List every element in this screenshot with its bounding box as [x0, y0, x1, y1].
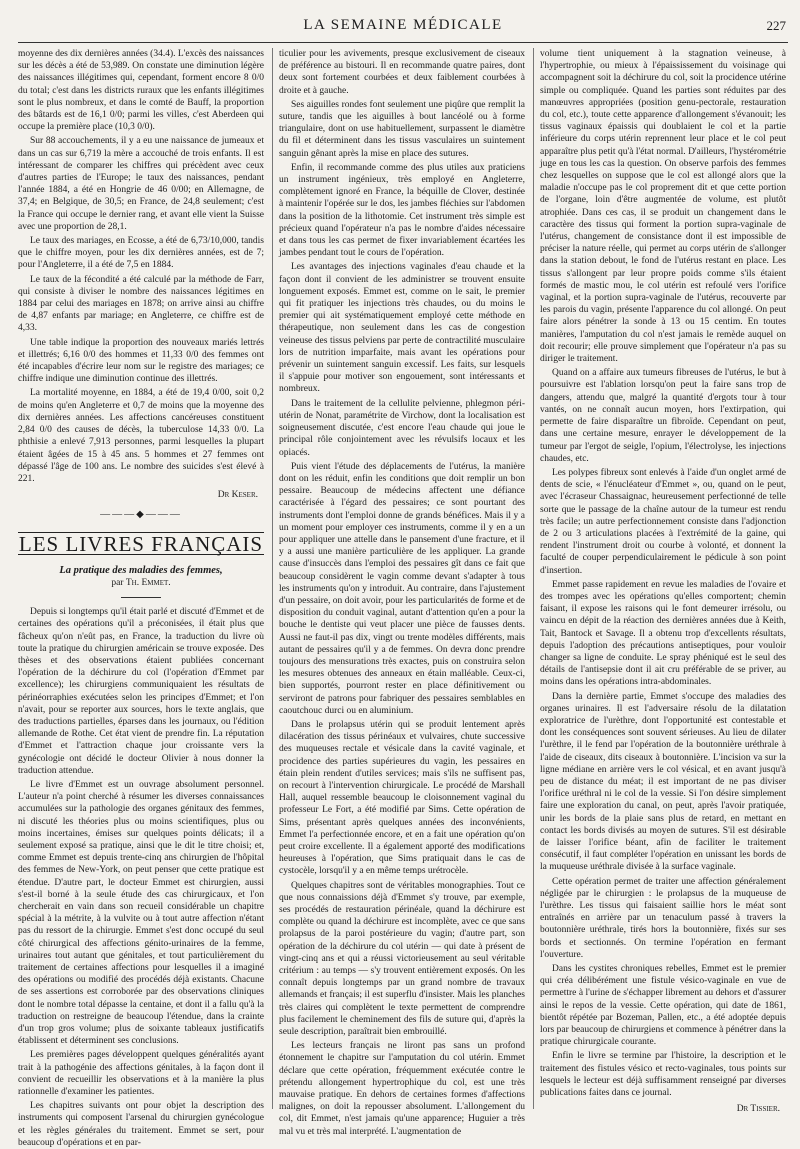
paragraph: Quelques chapitres sont de véritables monographies. Tout ce que nous connaissions déjà d'Emmet s'y trouve, par exemple, ses procédés de restauration périnéale, quand la déchirure est complète ou quand la déchirure est incomplète, avec ce que sans prolapsus de la paroi postérieure du vagin; d'autre part, son opération de la déchirure du col utérin — qui date à présent de vingt-cinq ans et qui a réussi victorieusement au seul véritable critérium : au temps — s'y trouvent entièrement exposés. On les connaît depuis longtemps par un grand nombre de travaux allemands et français; il est superflu d'insister. Mais les planches très claires qui complètent le texte permettent de comprendre plus facilement le cheminement des fils de suture qui, d'après la seule description, paraîtrait bien embrouillé. — [279, 880, 525, 1038]
paragraph: Ses aiguilles rondes font seulement une piqûre que remplit la suture, tandis que les aiguilles à bout lancéolé ou à forme triangulaire, dont on use habituellement, surpassent le diamètre du fil et déterminent dans les tissus vasculaires un suintement sanguin gênant après la mise en place des sutures. — [279, 99, 525, 159]
article-signature: Dr Keser. — [217, 490, 258, 501]
article-signature: Dr Tissier. — [736, 1104, 780, 1115]
paragraph: Les lecteurs français ne liront pas sans un profond étonnement le chapitre sur l'amputation du col utérin. Emmet déclare que cette opération, fréquemment exécutée contre le prétendu allongement hypertrophique du col, est une très mauvaise pratique. En dehors de certaines formes d'affections malignes, on doit la repousser absolument. L'allongement du col, dit Emmet, n'est jamais qu'une apparence; Huguier a très mal vu et très mal interprété. L'augmentation de — [279, 1041, 525, 1137]
paragraph: moyenne des dix dernières années (34.4). L'excès des naissances sur les décès a été de 53,989. On constate une diminution légère des naissances illégitimes qui, cependant, forment encore 8 0/0 du total; c'est dans les districts ruraux que les enfants illégitimes sont le plus nombreux, et dans le comté de Bauff, la proportion des bâtards est de 16,1 0/0; parmi les villes, c'est Aberdeen qui occupe la première place (10,3 0/0). — [18, 49, 264, 133]
paragraph: Depuis si longtemps qu'il était parlé et discuté d'Emmet et de certaines des opérations qu'il a préconisées, il était plus que fâcheux qu'on n'eût pas, en France, la traduction du livre où toute la pratique du chirurgien américain se trouve exposée. Des thèses et des observations étaient publiées concernant l'opération de la déchirure du col (l'opération d'Emmet par excellence); les chirurgiens communiquaient les résultats de périnéorraphies exécutées selon les principes d'Emmet; et l'on n'avait, pour se reporter aux sources, hors le texte anglais, que des traductions partielles, éparses dans les journaux, ou l'édition allemande de Rothe. Cet état vient de prendre fin. La réputation d'Emmet et l'attraction chaque jour croissante vers la gynécologie ont décidé le docteur Olivier à nous donner la traduction attendue. — [18, 607, 264, 776]
column-3 — [540, 48, 786, 1115]
column-divider — [272, 48, 273, 1109]
paragraph: Les premières pages développent quelques généralités ayant trait à la pathogénie des affections génitales, à la façon dont il convient de recueillir les observations et à la manière la plus rationnelle d'examiner les patientes. — [18, 1050, 264, 1098]
page-number: 227 — [766, 18, 786, 33]
divider — [121, 597, 161, 598]
paragraph: Les chapitres suivants ont pour objet la description des instruments qui composent l'arsenal du chirurgien gynécologue et les règles générales du traitement. Emmet se sert, pour beaucoup d'opérations et en par- — [18, 1101, 264, 1148]
paragraph: ticulier pour les avivements, presque exclusivement de ciseaux de préférence au bistouri. Il en recommande quatre paires, dont deux sont fortement courbées et deux faiblement courbées à droite et à gauche. — [279, 49, 525, 96]
journal-title: LA SEMAINE MÉDICALE — [303, 17, 503, 33]
journal-page — [18, 14, 788, 1148]
section-heading: LES LIVRES FRANÇAIS — [18, 531, 264, 556]
paragraph: La mortalité moyenne, en 1884, a été de 19,4 0/00, soit 0,2 de moins qu'en Angleterre et 0,7 de moins que la moyenne des dix dernières années. Les affections cancéreuses constituent 2,84 0/0 des causes de décès, la tuberculose 14,33 0/0. La phthisie a enlevé 7,913 personnes, parmi lesquelles la plupart étaient âgées de 15 à 45 ans. 5 hommes et 27 femmes ont dépassé l'âge de 100 ans. Le nombre des suicides s'est élevé à 221. — [18, 388, 264, 484]
page-header — [18, 14, 788, 43]
paragraph: Les avantages des injections vaginales d'eau chaude et la façon dont il convient de les administrer se trouvent ensuite longuement exposés. Emmet est, comme on le sait, le premier qui fit pratiquer les injections très chaudes, ou du moins le premier qui ait systématiquement employé cette méthode en thérapeutique, non seulement dans les cas de congestion veineuse des tissus pelviens par perte de contractilité musculaire lors de nutrition imparfaite, mais avant les opérations pour prévenir un suintement sanguin excessif. Les faits, sur lesquels il s'appuie pour motiver son engouement, sont intéressants et nombreux. — [279, 262, 525, 395]
paragraph: Puis vient l'étude des déplacements de l'utérus, la manière dont on les réduit, enfin les conditions que doit remplir un bon pessaire. Beaucoup de médecins affectent une défiance caractérisée à l'égard des pessaires; ce sont pourtant des instruments dont l'emploi donne de grands bénéfices. Mais il y a un moment pour employer ces instruments, comme il y en a un pour appliquer une attelle dans le pansement d'une fracture, et il y a aussi une manière particulière de les appliquer. La grande cause d'insuccès dans l'emploi des pessaires gît dans ce fait que beaucoup considèrent le vagin comme devant s'adapter à tous les instruments qu'on y introduit. Au contraire, dans l'ajustement d'un pessaire, on doit avoir, pour les particularités de forme et de disposition du conduit vaginal, autant d'attention qu'en a pour la bouche le dentiste qui veut placer une pièce de fausses dents. Aussi ne faut-il pas dix, vingt ou trente modèles différents, mais autant de pessaires qu'il y a de femmes. On devra donc prendre toujours des mensurations très exactes, puis on construira selon les mesures obtenues des anneaux en étain malléable. Ceux-ci, bien supportés, pourront rester en place définitivement ou serviront de patrons pour fabriquer des pessaires semblables en caoutchouc durci ou en aluminium. — [279, 461, 525, 716]
column-2 — [279, 48, 525, 1137]
column-divider — [533, 48, 534, 1109]
paragraph: Dans les cystites chroniques rebelles, Emmet est le premier qui créa délibérément une fistule vésico-vaginale en vue de permettre à l'urine de s'échapper librement au dehors et d'assurer ainsi le repos de la vessie. Cette opération, qui date de 1861, bientôt répétée par Bozeman, Pallen, etc., a été adoptée depuis lors par beaucoup de chirurgiens et commence à pénétrer dans la pratique chirurgicale courante. — [540, 964, 786, 1048]
paragraph: Les polypes fibreux sont enlevés à l'aide d'un onglet armé de dents de scie, « l'énucléateur d'Emmet », ou, quand on le peut, avec l'écraseur Chassaignac, heureusement perfectionné de telle sorte que le passage de la chaîne autour de la tumeur est rendu très facile; un autre perfectionnement consiste dans l'adjonction de 2 ou 3 articulations placées à l'extrémité de la gaine, qui rendent l'instrument droit ou courbe à volonté, et donnent la faculté de couper perpendiculairement le pédicule à son point d'insertion. — [540, 467, 786, 576]
paragraph: Dans le prolapsus utérin qui se produit lentement après dilacération des tissus périnéaux et vulvaires, chute successive des muqueuses rectale et vésicale dans la cavité vaginale, et procidence des parties supérieures du vagin, les pessaires en étain plein rendent d'utiles services; mais s'ils ne suffisent pas, on recourt à l'intervention chirurgicale. Le procédé de Marshall Hall, auquel ressemble beaucoup le cloisonnement vaginal du professeur Le Fort, a été modifié par Sims. Cette opération de Sims, présentant après quelques années des inconvénients, Emmet l'a perfectionnée encore, et en a fait une opération qu'on peut croire excellente. Il a également apporté des modifications heureuses à l'opération, que Sims pratiquait dans le cas de cystocèle, lorsqu'il y a en même temps urétrocèle. — [279, 719, 525, 877]
paragraph: Dans la dernière partie, Emmet s'occupe des maladies des organes urinaires. Il est l'adversaire résolu de la dilatation exploratrice de l'urèthre, dont l'opportunité est contestable et dont les conséquences sont souvent sérieuses. Au lieu de dilater l'urèthre, il le fend par l'opération de la boutonnière uréthrale à l'aide de ciseaux, dits ciseaux à boutonnière. L'incision va sur la ligne médiane en arrière vers le col vésical, et en avant jusqu'à peu de distance du méat; il est important de ne pas diviser l'orifice uréthral ni le col de la vessie. Si l'on désire simplement faire une exploration du canal, on peut, après l'avoir pratiquée, unir les bords de la plaie sans plus de retard, en mettant en contact les bords divisés au moyen de sutures. S'il est désirable de laisser l'orifice béant, afin de faciliter le traitement consécutif, il faut compléter l'opération en unissant les bords de la muqueuse uréthrale divisée à la surface vaginale. — [540, 691, 786, 873]
paragraph: Enfin, il recommande comme des plus utiles aux praticiens un instrument ingénieux, très employé en Angleterre, complètement ignoré en France, la béquille de Clover, destinée à maintenir l'opérée sur le dos, les jambes fléchies sur l'abdomen dans la position de la lithotomie. Cet instrument très simple est précieux quand l'opérateur n'a pas le nombre d'aides nécessaire et dans tous les cas permet de fixer invariablement écartées les jambes pendant tout le cours de l'opération. — [279, 162, 525, 259]
book-author — [18, 577, 264, 589]
paragraph: Le taux des mariages, en Ecosse, a été de 6,73/10,000, tandis que le chiffre moyen, pour les dix dernières années, est de 7; pour l'Angleterre, il a été de 7,5 en 1884. — [18, 236, 264, 271]
author-prefix: par — [111, 577, 124, 588]
book-title: La pratique des maladies des femmes, — [59, 564, 223, 576]
column-1 — [18, 48, 264, 1148]
paragraph: Emmet passe rapidement en revue les maladies de l'ovaire et des trompes avec les opérations qu'elles comportent; chemin faisant, il expose les raisons qui le font demeurer irrésolu, ou vaincu en dépit de la réaction des dernières années due à Keith, Tait, Bantock et Savage. Il a obtenu trop d'excellents résultats, depuis l'adoption des précautions antiseptiques, pour vouloir changer sa ligne de conduite. Le spray phéniqué est le seul des détails de l'antisepsie dont il ait cru préférable de se priver, au moins dans les opérations intra-abdominales. — [540, 579, 786, 688]
section-ornament: ———◆——— — [100, 509, 182, 521]
paragraph: Sur 88 accouchements, il y a eu une naissance de jumeaux et dans un cas sur 6,719 la mère a accouché de trois enfants. Il est intéressant de comparer les chiffres qui précèdent avec ceux d'autres parties de l'Europe; le taux des naissances, pendant l'année 1884, a été en Hongrie de 46 0/00; en Allemagne, de 37,4; en Belgique, de 30,5; en France, de 24,8 seulement; c'est la France qui occupe le dernier rang, et avant elle vient la Suisse avec une proportion de 28,1. — [18, 136, 264, 232]
author-name: Th. Emmet. — [125, 577, 171, 588]
paragraph: Le taux de la fécondité a été calculé par la méthode de Farr, qui consiste à diviser le nombre des naissances légitimes en 1884 par celui des mariages en 1878; on arrive ainsi au chiffre de 4,87 enfants par mariage; en Angleterre, ce chiffre est de 4,33. — [18, 274, 264, 334]
paragraph: Une table indique la proportion des nouveaux mariés lettrés et illettrés; 6,16 0/0 des hommes et 11,33 0/0 des femmes ont été incapables d'écrire leur nom sur le registre des mariages; ce chiffre indique une diminution continue des illettrés. — [18, 337, 264, 385]
paragraph: Dans le traitement de la cellulite pelvienne, phlegmon péri-utérin de Nonat, paramétrite de Virchow, dont la localisation est soigneusement discutée, c'est encore l'eau chaude qui joue le principal rôle conjointement avec les révulsifs locaux et les opiacés. — [279, 398, 525, 458]
paragraph: Le livre d'Emmet est un ouvrage absolument personnel. L'auteur n'a point cherché à résumer les diverses connaissances accumulées sur la pathologie des organes génitaux des femmes, ni discuté les théories plus ou moins scientifiques, plus ou moins incertaines, émises sur quelques points délicats; il a seulement exposé sa pratique, ainsi que le dit le titre choisi; et, comme Emmet est depuis trente-cinq ans chirurgien de l'hôpital des femmes de New-York, on peut penser que cette pratique est étendue. D'autre part, le docteur Emmet est chirurgien, aussi s'est-il borné à la seule étude des cas chirurgicaux, et l'on chercherait en vain dans son recueil considérable un chapitre spécial à la métrite, à la vulvite ou à tout autre affection n'étant pas du ressort de la chirurgie. Emmet s'est donc occupé du seul côté chirurgical des affections génito-urinaires de la femme, urinaires tout autant que génitales, et tout particulièrement du traitement de certaines affections pour lesquelles il a imaginé des opérations ou modifié des procédés déjà existants. Chacune de ses assertions est corroborée par des observations cliniques dont le nombre total dépasse la centaine, et dont il a fallu qu'à la traduction on restreigne de beaucoup l'étendue, dans la crainte d'un trop gros volume; plus de soixante tableaux justificatifs établissent et déterminent ses conclusions. — [18, 779, 264, 1047]
paragraph: Cette opération permet de traiter une affection généralement négligée par le chirurgien : le prolapsus de la muqueuse de l'urèthre. Les tissus qui faisaient saillie hors le méat sont entraînés en arrière par un tenaculum passé à travers la boutonnière uréthrale, tirés hors la boutonnière, fixés sur ses bords et sectionnés. On termine l'opération en fermant l'ouverture. — [540, 876, 786, 960]
paragraph: Quand on a affaire aux tumeurs fibreuses de l'utérus, le but à poursuivre est l'ablation lorsqu'on peut la faire sans trop de dangers, attendu que, malgré la quantité d'ergots tour à tour vantés, on ne connaît aucun moyen, hors l'extirpation, qui permette de faire disparaître un fibroïde. Cependant on peut, dans une certaine mesure, enrayer le développement de la tumeur par l'ergot de seigle, l'opium, l'électrolyse, les injections chaudes, etc. — [540, 368, 786, 464]
paragraph: Enfin le livre se termine par l'histoire, la description et le traitement des fistules vésico et recto-vaginales, tous points sur lesquels le lecteur est déjà suffisamment renseigné par diverses publications faites dans ce journal. — [540, 1051, 786, 1099]
text-columns — [18, 48, 788, 1148]
paragraph: volume tient uniquement à la stagnation veineuse, à l'hypertrophie, ou mieux à l'épaississement du voisinage qui accompagnent soit la déchirure du col, soit la procidence utérine simple ou compliquée. Quand les parties sont réduites par des manœuvres appropriées (position genu-pectorale, restauration du col, etc.), toute cette apparence d'allongement s'évanouit; les tissus vaginaux épaissis qui doublaient le col et la partie inférieure du corps utérin reprennent leur place et le col peut apparaître plus petit qu'à l'état normal. D'ailleurs, l'hystérométrie juge en tous les cas la question. On observe parfois des femmes chez lesquelles on suppose que le col est allongé alors que la maladie n'occupe pas le col proprement dit et que cette portion de l'organe, loin d'être augmentée de volume, est plutôt atrophiée. Dans ces cas, il se produit un changement dans le caractère des tissus qui forment la portion supra-vaginale de l'utérus, changement de consistance dont il est impossible de préciser la nature réelle, qui permet au corps utérin de s'allonger dans la station debout, le fond de l'utérus restant en place. Les tissus s'allongent par leur propre poids comme s'ils étaient formés de mastic mou, le col utérin est refoulé vers l'orifice vaginal, et la portion supra-vaginale de l'utérus, recouverte par les parois du vagin, présente l'apparence du col allongé. On peut faire alors pénétrer la sonde à 13 ou 15 centim. En toutes manières, l'amputation du col n'est jamais le remède auquel on doit recourir; elle prouve simplement que l'opérateur n'a pas su diriger le traitement. — [540, 49, 786, 365]
